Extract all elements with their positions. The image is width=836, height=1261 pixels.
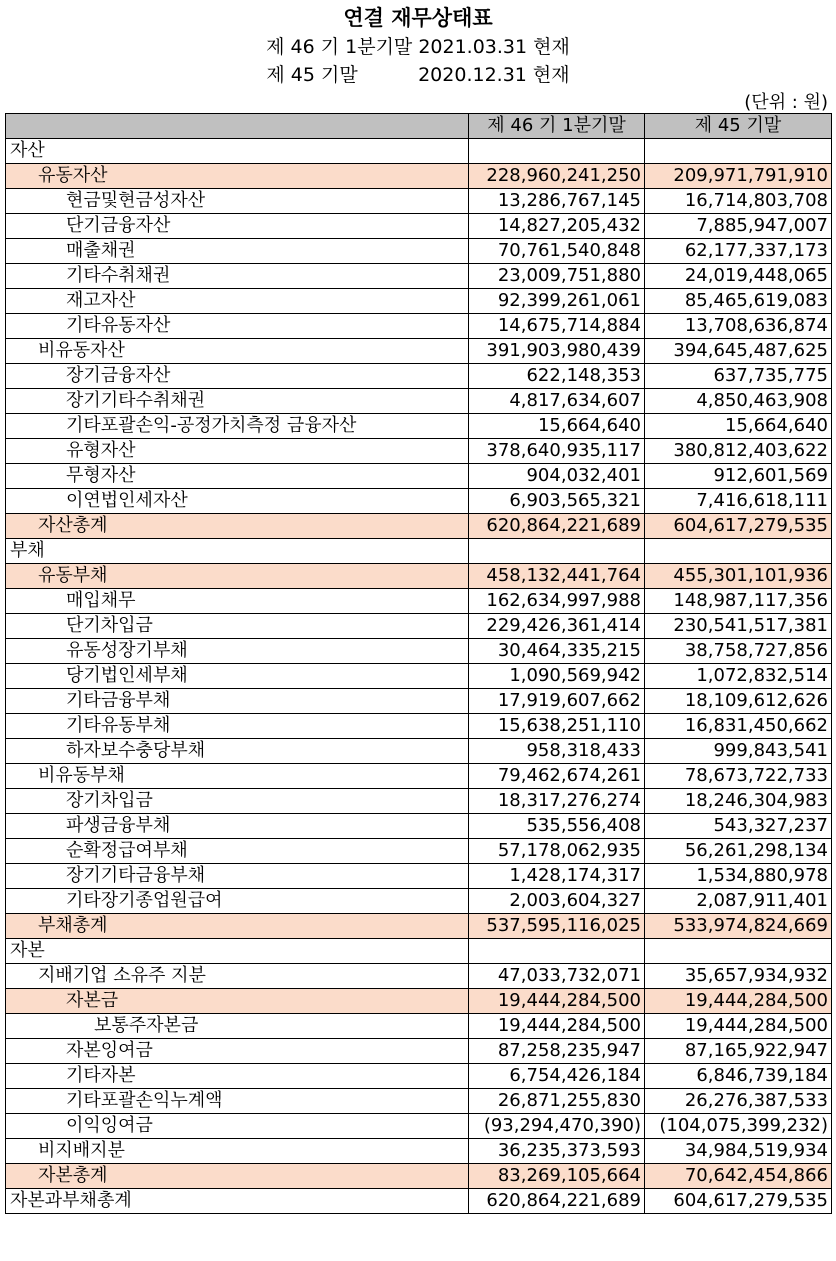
account-label: 현금및현금성자산 bbox=[6, 189, 469, 214]
current-period-value: 904,032,401 bbox=[469, 464, 645, 489]
account-label: 유동자산 bbox=[6, 164, 469, 189]
prior-period-value: 78,673,722,733 bbox=[645, 764, 832, 789]
current-period-value: 23,009,751,880 bbox=[469, 264, 645, 289]
table-row bbox=[6, 1189, 832, 1214]
table-row bbox=[6, 964, 832, 989]
table-row bbox=[6, 639, 832, 664]
prior-period-value: 16,831,450,662 bbox=[645, 714, 832, 739]
table-row bbox=[6, 139, 832, 164]
table-row bbox=[6, 164, 832, 189]
account-label: 자본금 bbox=[6, 989, 469, 1014]
current-period-value: 162,634,997,988 bbox=[469, 589, 645, 614]
account-label: 자본과부채총계 bbox=[6, 1189, 469, 1214]
prior-period-value: 637,735,775 bbox=[645, 364, 832, 389]
table-row bbox=[6, 789, 832, 814]
account-label: 기타자본 bbox=[6, 1064, 469, 1089]
prior-period-value: 87,165,922,947 bbox=[645, 1039, 832, 1064]
current-period-value bbox=[469, 539, 645, 564]
account-label: 기타포괄손익누계액 bbox=[6, 1089, 469, 1114]
current-period-value: 36,235,373,593 bbox=[469, 1139, 645, 1164]
current-period-value: 6,754,426,184 bbox=[469, 1064, 645, 1089]
current-period-value: 15,638,251,110 bbox=[469, 714, 645, 739]
current-period-value: 83,269,105,664 bbox=[469, 1164, 645, 1189]
table-row bbox=[6, 839, 832, 864]
table-row bbox=[6, 1064, 832, 1089]
current-period-value: 622,148,353 bbox=[469, 364, 645, 389]
prior-period-value bbox=[645, 539, 832, 564]
current-period-value: 14,675,714,884 bbox=[469, 314, 645, 339]
account-label: 매출채권 bbox=[6, 239, 469, 264]
table-row bbox=[6, 989, 832, 1014]
account-label: 비유동자산 bbox=[6, 339, 469, 364]
prior-period-value: 15,664,640 bbox=[645, 414, 832, 439]
account-label: 하자보수충당부채 bbox=[6, 739, 469, 764]
prior-period-value: 4,850,463,908 bbox=[645, 389, 832, 414]
prior-period-value: 209,971,791,910 bbox=[645, 164, 832, 189]
table-row bbox=[6, 1139, 832, 1164]
prior-period-value: 35,657,934,932 bbox=[645, 964, 832, 989]
table-row bbox=[6, 664, 832, 689]
prior-period-value: 380,812,403,622 bbox=[645, 439, 832, 464]
table-row bbox=[6, 189, 832, 214]
table-row bbox=[6, 564, 832, 589]
current-period-value: (93,294,470,390) bbox=[469, 1114, 645, 1139]
account-label: 기타수취채권 bbox=[6, 264, 469, 289]
prior-period-value: 230,541,517,381 bbox=[645, 614, 832, 639]
account-label: 당기법인세부채 bbox=[6, 664, 469, 689]
account-label: 장기기타수취채권 bbox=[6, 389, 469, 414]
table-row bbox=[6, 539, 832, 564]
table-row bbox=[6, 339, 832, 364]
statement-title: 연결 재무상태표 bbox=[343, 6, 493, 30]
prior-period-value: 34,984,519,934 bbox=[645, 1139, 832, 1164]
current-period-value: 92,399,261,061 bbox=[469, 289, 645, 314]
current-period-value: 378,640,935,117 bbox=[469, 439, 645, 464]
current-period-value: 17,919,607,662 bbox=[469, 689, 645, 714]
table-row bbox=[6, 739, 832, 764]
current-period-value: 70,761,540,848 bbox=[469, 239, 645, 264]
prior-period-value: 604,617,279,535 bbox=[645, 1189, 832, 1214]
account-label: 장기차입금 bbox=[6, 789, 469, 814]
account-label: 기타포괄손익-공정가치측정 금융자산 bbox=[6, 414, 469, 439]
prior-period-value: 70,642,454,866 bbox=[645, 1164, 832, 1189]
current-period-value: 1,090,569,942 bbox=[469, 664, 645, 689]
column-header-prior: 제 45 기말 bbox=[645, 114, 832, 139]
prior-period-value bbox=[645, 139, 832, 164]
table-row bbox=[6, 714, 832, 739]
account-label: 장기기타금융부채 bbox=[6, 864, 469, 889]
prior-period-value: 394,645,487,625 bbox=[645, 339, 832, 364]
account-label: 장기금융자산 bbox=[6, 364, 469, 389]
balance-sheet-table bbox=[5, 113, 832, 1214]
current-period-value: 13,286,767,145 bbox=[469, 189, 645, 214]
table-row bbox=[6, 439, 832, 464]
prior-period-value: 13,708,636,874 bbox=[645, 314, 832, 339]
prior-period-value: 19,444,284,500 bbox=[645, 989, 832, 1014]
prior-period-value: 62,177,337,173 bbox=[645, 239, 832, 264]
prior-period-value: 6,846,739,184 bbox=[645, 1064, 832, 1089]
table-row bbox=[6, 1164, 832, 1189]
prior-period-value: 7,885,947,007 bbox=[645, 214, 832, 239]
current-period-value: 79,462,674,261 bbox=[469, 764, 645, 789]
account-label: 부채 bbox=[6, 539, 469, 564]
table-row bbox=[6, 614, 832, 639]
prior-period-value: 56,261,298,134 bbox=[645, 839, 832, 864]
prior-period-value: 18,109,612,626 bbox=[645, 689, 832, 714]
account-label: 단기금융자산 bbox=[6, 214, 469, 239]
prior-period-value: 1,072,832,514 bbox=[645, 664, 832, 689]
current-period-value: 620,864,221,689 bbox=[469, 1189, 645, 1214]
column-header-current: 제 46 기 1분기말 bbox=[469, 114, 645, 139]
table-row bbox=[6, 939, 832, 964]
column-header-account bbox=[6, 114, 469, 139]
prior-period-value: 38,758,727,856 bbox=[645, 639, 832, 664]
current-period-value: 229,426,361,414 bbox=[469, 614, 645, 639]
period-prior-line: 제 45 기말 2020.12.31 현재 bbox=[266, 64, 570, 86]
current-period-value: 2,003,604,327 bbox=[469, 889, 645, 914]
current-period-value: 19,444,284,500 bbox=[469, 989, 645, 1014]
current-period-value: 47,033,732,071 bbox=[469, 964, 645, 989]
table-row bbox=[6, 289, 832, 314]
current-period-value bbox=[469, 939, 645, 964]
unit-label: (단위 : 원) bbox=[744, 92, 828, 113]
prior-period-value: 16,714,803,708 bbox=[645, 189, 832, 214]
account-label: 매입채무 bbox=[6, 589, 469, 614]
table-row bbox=[6, 1114, 832, 1139]
current-period-value: 14,827,205,432 bbox=[469, 214, 645, 239]
account-label: 이익잉여금 bbox=[6, 1114, 469, 1139]
current-period-value: 19,444,284,500 bbox=[469, 1014, 645, 1039]
table-row bbox=[6, 389, 832, 414]
table-row bbox=[6, 1014, 832, 1039]
current-period-value: 458,132,441,764 bbox=[469, 564, 645, 589]
account-label: 재고자산 bbox=[6, 289, 469, 314]
current-period-value: 57,178,062,935 bbox=[469, 839, 645, 864]
current-period-value: 30,464,335,215 bbox=[469, 639, 645, 664]
current-period-value: 537,595,116,025 bbox=[469, 914, 645, 939]
current-period-value: 620,864,221,689 bbox=[469, 514, 645, 539]
table-row bbox=[6, 514, 832, 539]
prior-period-value: 18,246,304,983 bbox=[645, 789, 832, 814]
table-row bbox=[6, 1039, 832, 1064]
table-row bbox=[6, 489, 832, 514]
prior-period-value: 604,617,279,535 bbox=[645, 514, 832, 539]
table-row bbox=[6, 589, 832, 614]
current-period-value: 6,903,565,321 bbox=[469, 489, 645, 514]
account-label: 이연법인세자산 bbox=[6, 489, 469, 514]
table-row bbox=[6, 864, 832, 889]
table-row bbox=[6, 264, 832, 289]
table-row bbox=[6, 464, 832, 489]
account-label: 비지배지분 bbox=[6, 1139, 469, 1164]
table-row bbox=[6, 1089, 832, 1114]
account-label: 유동성장기부채 bbox=[6, 639, 469, 664]
prior-period-value: 2,087,911,401 bbox=[645, 889, 832, 914]
prior-period-value: 543,327,237 bbox=[645, 814, 832, 839]
account-label: 무형자산 bbox=[6, 464, 469, 489]
prior-period-value: 455,301,101,936 bbox=[645, 564, 832, 589]
account-label: 자본총계 bbox=[6, 1164, 469, 1189]
account-label: 자산총계 bbox=[6, 514, 469, 539]
current-period-value: 18,317,276,274 bbox=[469, 789, 645, 814]
current-period-value: 1,428,174,317 bbox=[469, 864, 645, 889]
account-label: 단기차입금 bbox=[6, 614, 469, 639]
account-label: 자산 bbox=[6, 139, 469, 164]
table-row bbox=[6, 239, 832, 264]
current-period-value: 391,903,980,439 bbox=[469, 339, 645, 364]
prior-period-value: 19,444,284,500 bbox=[645, 1014, 832, 1039]
prior-period-value bbox=[645, 939, 832, 964]
table-row bbox=[6, 764, 832, 789]
table-row bbox=[6, 889, 832, 914]
table-row bbox=[6, 414, 832, 439]
account-label: 기타유동자산 bbox=[6, 314, 469, 339]
current-period-value: 4,817,634,607 bbox=[469, 389, 645, 414]
account-label: 파생금융부채 bbox=[6, 814, 469, 839]
table-row bbox=[6, 914, 832, 939]
table-body bbox=[6, 139, 832, 1214]
current-period-value: 26,871,255,830 bbox=[469, 1089, 645, 1114]
current-period-value: 15,664,640 bbox=[469, 414, 645, 439]
account-label: 유동부채 bbox=[6, 564, 469, 589]
account-label: 기타장기종업원급여 bbox=[6, 889, 469, 914]
table-row bbox=[6, 689, 832, 714]
prior-period-value: (104,075,399,232) bbox=[645, 1114, 832, 1139]
period-current-line: 제 46 기 1분기말 2021.03.31 현재 bbox=[266, 36, 570, 58]
account-label: 기타금융부채 bbox=[6, 689, 469, 714]
table-row bbox=[6, 314, 832, 339]
prior-period-value: 85,465,619,083 bbox=[645, 289, 832, 314]
prior-period-value: 26,276,387,533 bbox=[645, 1089, 832, 1114]
column-header-row bbox=[6, 114, 832, 139]
prior-period-value: 912,601,569 bbox=[645, 464, 832, 489]
prior-period-value: 533,974,824,669 bbox=[645, 914, 832, 939]
account-label: 부채총계 bbox=[6, 914, 469, 939]
prior-period-value: 1,534,880,978 bbox=[645, 864, 832, 889]
account-label: 자본잉여금 bbox=[6, 1039, 469, 1064]
account-label: 지배기업 소유주 지분 bbox=[6, 964, 469, 989]
account-label: 보통주자본금 bbox=[6, 1014, 469, 1039]
account-label: 비유동부채 bbox=[6, 764, 469, 789]
current-period-value: 228,960,241,250 bbox=[469, 164, 645, 189]
account-label: 순확정급여부채 bbox=[6, 839, 469, 864]
account-label: 자본 bbox=[6, 939, 469, 964]
table-row bbox=[6, 814, 832, 839]
current-period-value: 958,318,433 bbox=[469, 739, 645, 764]
current-period-value: 535,556,408 bbox=[469, 814, 645, 839]
prior-period-value: 999,843,541 bbox=[645, 739, 832, 764]
table-row bbox=[6, 214, 832, 239]
current-period-value bbox=[469, 139, 645, 164]
table-row bbox=[6, 364, 832, 389]
current-period-value: 87,258,235,947 bbox=[469, 1039, 645, 1064]
prior-period-value: 7,416,618,111 bbox=[645, 489, 832, 514]
account-label: 유형자산 bbox=[6, 439, 469, 464]
account-label: 기타유동부채 bbox=[6, 714, 469, 739]
prior-period-value: 148,987,117,356 bbox=[645, 589, 832, 614]
prior-period-value: 24,019,448,065 bbox=[645, 264, 832, 289]
